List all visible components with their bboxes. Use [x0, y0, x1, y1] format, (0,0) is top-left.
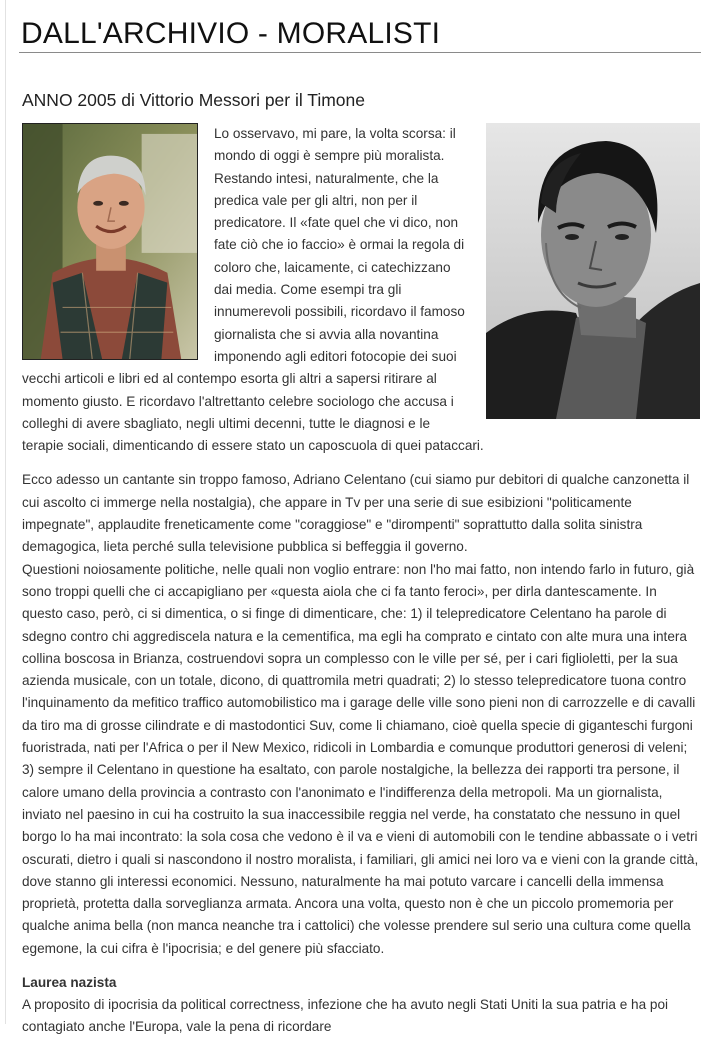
page-title: DALL'ARCHIVIO - MORALISTI [21, 17, 441, 50]
singer-portrait-image [486, 123, 700, 419]
paragraph-questioni: Questioni noiosamente politiche, nelle quali non voglio entrare: non l'ho mai fatto, non intendo farlo in futuro, già sono troppi quelli che ci accapigliano per «questa aiola che ci fa tanto feroci», per dirla dantescamente. In questo caso, però, ci si dimentica, o si finge di dimenticare, che: 1) il telepredicatore Celentano ha parole di sdegno contro chi aggrediscela natura e la cementifica, ma egli ha comprato e cintato con alte mura una intera collina boscosa in Brianza, costruendovi sopra un complesso con le ville per sé, per i cari figlioletti, per la sua azienda musicale, con un totale, dicono, di quattromila metri quadrati; 2) lo stesso telepredicatore tuona contro l'inquinamento da mefitico traffico automobilistico ma i garage delle ville sono pieni non di carrozzelle e di cavalli da tiro ma di grosse cilindrate e di mastodontici Suv, come li chiamano, cioè quella specie di giganteschi furgoni fuoristrada, nati per l'Africa o per il New Mexico, ridicoli in Lombardia e comunque produttori generosi di veleni; 3) sempre il Celentano in questione ha esaltato, con parole nostalgiche, la bellezza dei rapporti tra persone, il calore umano della provincia a contrasto con l'anonimato e l'indifferenza della metropoli. Ma un giornalista, inviato nel paesino in cui ha costruito la sua inaccessibile reggia nel verde, ha constatato che nessuno in quel borgo lo ha mai incontrato: la sola cosa che vedono è il va e vieni di automobili con le tendine abbassate o i vetri oscurati, dietro i quali si nascondono il nostro moralista, i familiari, gli amici nei loro va e vieni con la grande città, dove stanno gli interessi economici. Nessuno, naturalmente ha mai potuto varcare i cancelli della immensa proprietà, protetta dalla sorveglianza armata. Ancora una volta, questo non è che un piccolo promemoria per qualche anima bella (non manca neanche tra i cattolici) che volesse prendere sul serio una cultura come quella egemone, la cui cifra è l'ipocrisia; e del genere più sfacciato. [22, 561, 699, 956]
section-heading: Laurea nazista [22, 974, 117, 990]
title-divider [19, 52, 701, 53]
paragraph-celentano: Ecco adesso un cantante sin troppo famoso, Adriano Celentano (cui siamo pur debitori di qualche canzonetta il cui ascolto ci immerge nella nostalgia), che appare in Tv per una serie di sue esibizioni "politicamente impegnate", applaudite freneticamente come "coraggiose" e "dirompenti" soprattutto dalla solita sinistra demagogica, lieta perché sulla televisione pubblica si beffeggia il governo. [22, 472, 690, 555]
singer-portrait-photo [486, 123, 700, 419]
article-body [22, 123, 700, 1039]
paragraph-ipocrisia: A proposito di ipocrisia da political correctness, infezione che ha avuto negli Stati Uniti la sua patria e ha poi contagiato anche l'Europa, vale la pena di ricordare [22, 996, 669, 1035]
left-border-line [5, 0, 6, 1024]
author-portrait-image [23, 124, 197, 359]
intro-paragraph: Lo osservavo, mi pare, la volta scorsa: il mondo di oggi è sempre più moralista. Restando intesi, naturalmente, che la predica vale per gli altri, non per il predicatore. Il «fate quel che vi dico, non fate ciò che io faccio» è ormai la regola di coloro che, laicamente, ci catechizzano dai media. Come esempi tra gli innumerevoli possibili, ricordavo il famoso giornalista che si avvia alla novantina imponendo agli editori fotocopie dei suoi vecchi articoli e libri ed al contempo esorta gli altri a sapersi ritirare al momento giusto. E ricordavo l'altrettanto celebre sociologo che accusa i colleghi di avere sbagliato, negli ultimi decenni, tutte le diagnosi e le terapie sociali, dimenticando di essere stato un caposcuola di quei pataccari. [22, 126, 484, 454]
author-portrait-photo [22, 123, 198, 360]
article-heading: ANNO 2005 di Vittorio Messori per il Timone [22, 90, 366, 110]
